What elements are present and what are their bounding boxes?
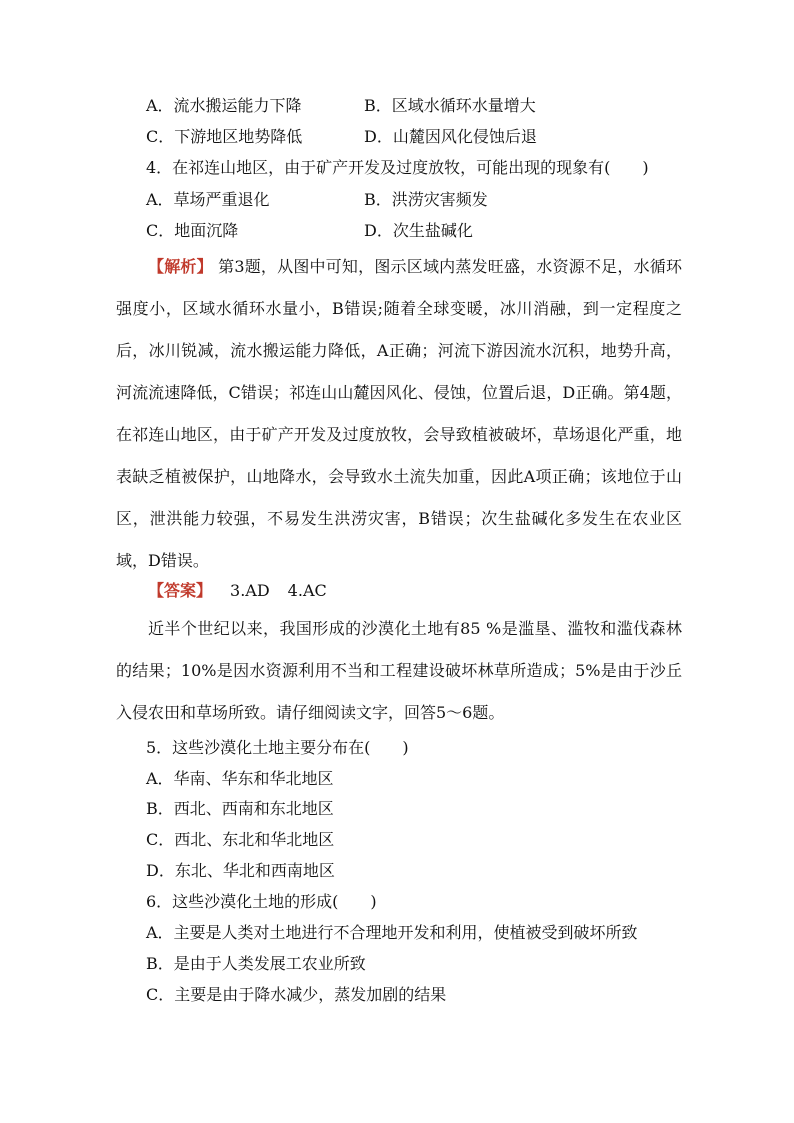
q2-option-b: B．区域水循环水量增大	[364, 96, 536, 115]
q5-option-c: C．西北、东北和华北地区	[146, 830, 335, 849]
analysis-text: 第3题，从图中可知，图示区域内蒸发旺盛，水资源不足，水循环强度小，区域水循环水量小，B错误;随着全球变暖，冰川消融，到一定程度之后，冰川锐减，流水搬运能力降低，A正确；河流下游因流水沉积，地势升高，河流流速降低，C错误；祁连山山麓因风化、侵蚀，位置后退，D正确。第4题，在祁连山地区，由于矿产开发及过度放牧，会导致植被破坏，草场退化严重，地表缺乏植被保护，山地降水，会导致水土流失加重，因此A项正确；该地位于山区，泄洪能力较强，不易发生洪涝灾害，B错误；次生盐碱化多发生在农业区域，D错误。	[116, 257, 682, 570]
q4-option-c: C．地面沉降	[146, 221, 239, 240]
q5-option-b: B．西北、西南和东北地区	[146, 799, 334, 818]
q4-option-d: D．次生盐碱化	[364, 221, 473, 240]
q6-option-a: A．主要是人类对土地进行不合理地开发和利用，使植被受到破坏所致	[146, 923, 638, 942]
answer-tag: 【答案】	[148, 581, 213, 600]
q4-option-b: B．洪涝灾害频发	[364, 190, 488, 209]
q2-option-c: C．下游地区地势降低	[146, 127, 303, 146]
q6-option-c: C．主要是由于降水减少，蒸发加剧的结果	[146, 985, 447, 1004]
answer-line	[116, 570, 682, 612]
q5-option-d: D．东北、华北和西南地区	[146, 861, 335, 880]
answer-value-4: 4.AC	[287, 581, 327, 600]
analysis-tag: 【解析】	[148, 257, 213, 276]
answer-value-3: 3.AD	[230, 581, 270, 600]
passage-paragraph: 近半个世纪以来，我国形成的沙漠化土地有85 %是滥垦、滥牧和滥伐森林的结果；10%是因水资源利用不当和工程建设破坏林草所造成；5%是由于沙丘入侵农田和草场所致。请仔细阅读文字，回答5～6题。	[116, 619, 682, 722]
q2-option-a: A．流水搬运能力下降	[146, 96, 302, 115]
q6-option-b: B．是由于人类发展工农业所致	[146, 954, 366, 973]
analysis-paragraph	[116, 246, 682, 582]
q5-option-a: A．华南、华东和华北地区	[146, 769, 334, 788]
q5-stem: 5．这些沙漠化土地主要分布在( )	[146, 738, 409, 757]
q2-option-d: D．山麓因风化侵蚀后退	[364, 127, 537, 146]
q4-option-a: A．草场严重退化	[146, 190, 270, 209]
q4-stem: 4．在祁连山地区，由于矿产开发及过度放牧，可能出现的现象有( )	[146, 158, 649, 177]
q6-stem: 6．这些沙漠化土地的形成( )	[146, 892, 377, 911]
